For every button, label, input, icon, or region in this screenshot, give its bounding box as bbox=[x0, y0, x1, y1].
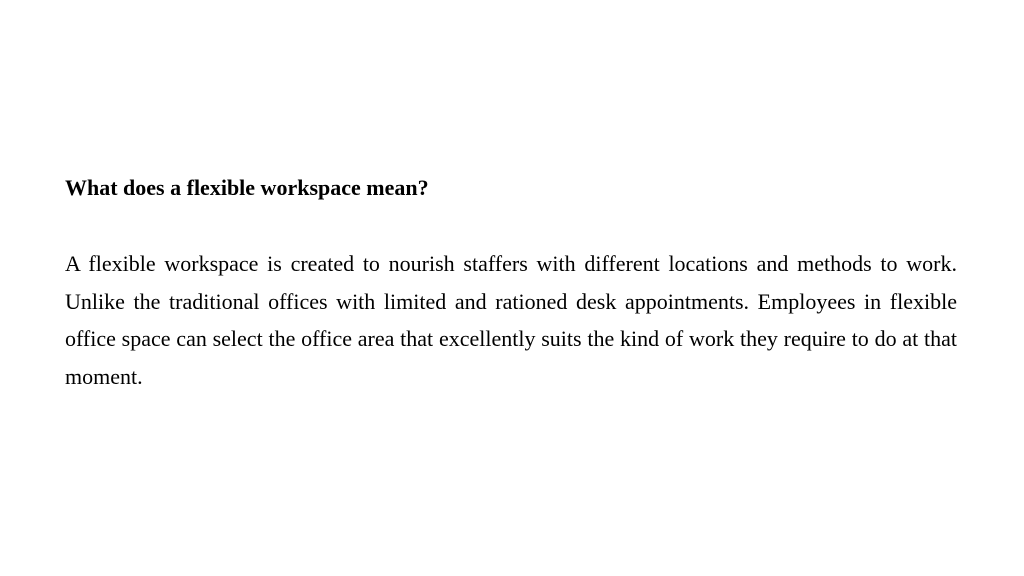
section-heading: What does a flexible workspace mean? bbox=[65, 175, 429, 200]
body-paragraph: A flexible workspace is created to nourish staffers with different locations and methods to work. Unlike the traditional offices with limited and rationed desk appointments. Employees in flexible office space can select the office area that excellently suits the kind of work they require to do at that moment. bbox=[65, 251, 957, 389]
